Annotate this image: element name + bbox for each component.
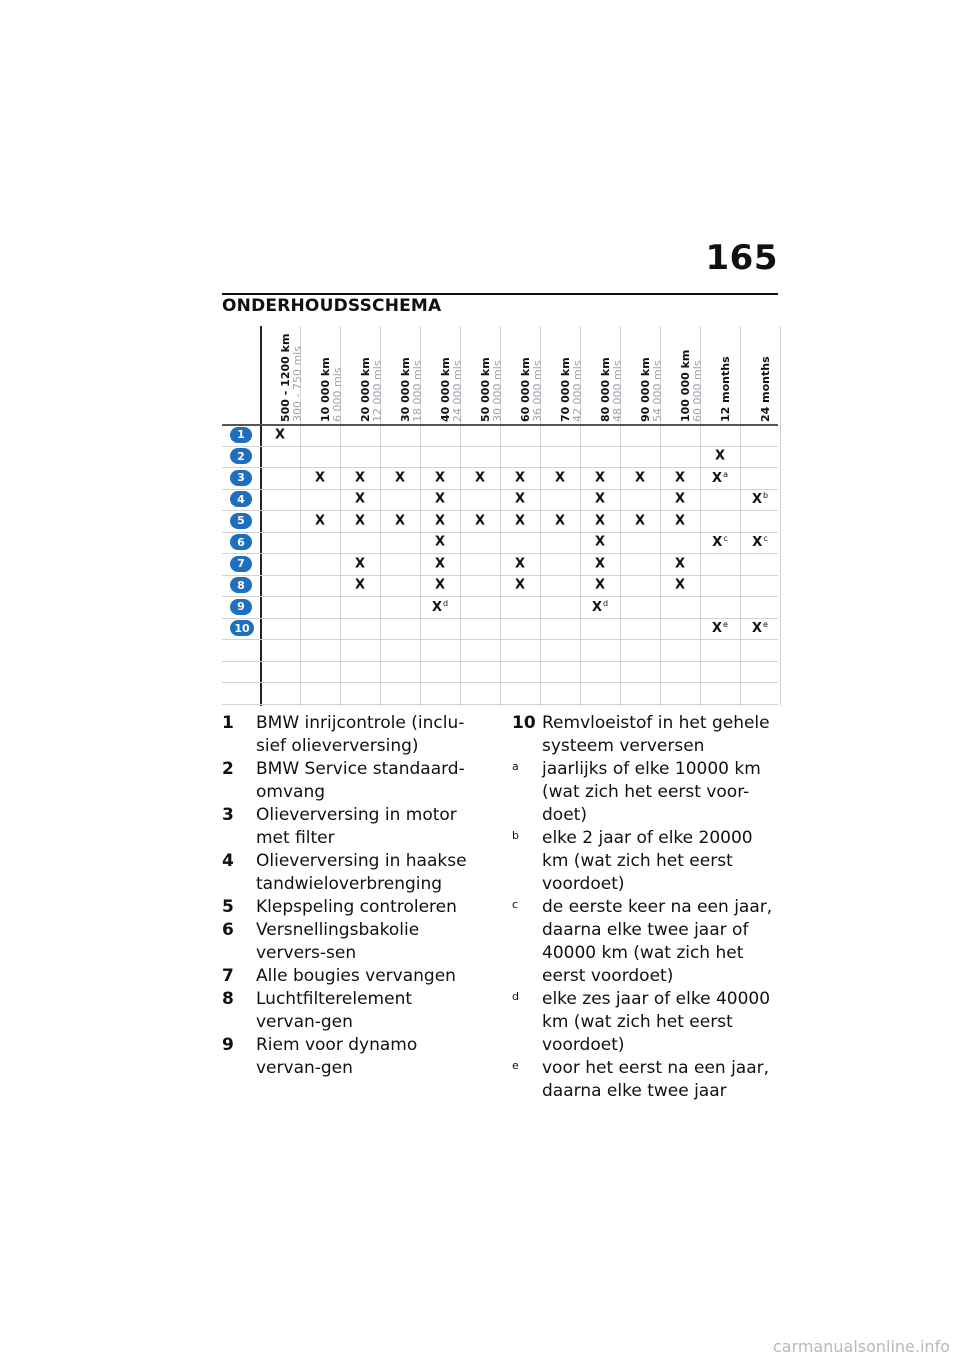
mark-footnote: c bbox=[723, 534, 728, 544]
column-header-mls: 300 - 750 mls bbox=[291, 346, 304, 422]
table-row-line bbox=[222, 467, 778, 468]
mark-text: X bbox=[434, 534, 446, 550]
mark-text: X bbox=[354, 513, 366, 529]
legend-item-number: 9 bbox=[222, 1035, 234, 1055]
legend-item-text: elke 2 jaar of elke 20000 km (wat zich het eerst voordoet) bbox=[542, 828, 753, 894]
row-number-badge: 2 bbox=[230, 448, 252, 464]
mark-text: X bbox=[514, 491, 526, 507]
row-number-badge: 6 bbox=[230, 534, 252, 550]
column-header bbox=[500, 326, 544, 424]
row-number-badge: 3 bbox=[230, 470, 252, 486]
schedule-mark bbox=[635, 513, 645, 528]
mark-text: X bbox=[594, 534, 606, 550]
column-header bbox=[300, 326, 344, 424]
row-number-badge: 4 bbox=[230, 491, 252, 507]
column-header-km: 12 months bbox=[719, 356, 732, 422]
column-header-km: 80 000 km bbox=[599, 357, 612, 422]
table-header-rule bbox=[222, 424, 778, 426]
row-number-badge: 10 bbox=[230, 620, 254, 636]
legend-item bbox=[512, 827, 782, 896]
schedule-mark bbox=[595, 492, 605, 507]
mark-text: X bbox=[712, 535, 723, 551]
section-title: ONDERHOUDSSCHEMA bbox=[222, 296, 442, 316]
mark-text: X bbox=[431, 599, 442, 615]
table-row-line bbox=[222, 510, 778, 511]
legend-item-text: elke zes jaar of elke 40000 km (wat zich het eerst voordoet) bbox=[542, 989, 771, 1055]
schedule-mark bbox=[355, 492, 365, 507]
schedule-mark bbox=[675, 578, 685, 593]
mark-text: X bbox=[354, 491, 366, 507]
schedule-mark bbox=[395, 470, 405, 485]
column-header-km: 30 000 km bbox=[399, 357, 412, 422]
legend-item-text: Klepspeling controleren bbox=[256, 897, 457, 917]
title-rule bbox=[222, 293, 778, 295]
mark-text: X bbox=[434, 491, 446, 507]
schedule-mark bbox=[712, 620, 728, 636]
column-header-mls: 60 000 mls bbox=[691, 360, 704, 422]
table-row-line bbox=[222, 661, 778, 662]
schedule-mark bbox=[355, 578, 365, 593]
schedule-mark bbox=[435, 513, 445, 528]
mark-text: X bbox=[674, 491, 686, 507]
column-header-km: 20 000 km bbox=[359, 357, 372, 422]
mark-text: X bbox=[514, 470, 526, 486]
schedule-mark bbox=[635, 470, 645, 485]
mark-footnote: b bbox=[762, 491, 769, 501]
column-header bbox=[620, 326, 664, 424]
legend-footnote-marker: a bbox=[512, 760, 519, 773]
table-row-line bbox=[222, 575, 778, 576]
legend-item-number: 4 bbox=[222, 851, 234, 871]
mark-text: X bbox=[634, 470, 646, 486]
legend-item bbox=[512, 712, 782, 758]
column-header bbox=[380, 326, 424, 424]
schedule-mark bbox=[435, 578, 445, 593]
legend-item bbox=[222, 965, 482, 988]
legend-item bbox=[222, 804, 482, 850]
schedule-mark bbox=[555, 513, 565, 528]
mark-footnote: a bbox=[723, 469, 728, 479]
schedule-mark bbox=[515, 513, 525, 528]
legend-item bbox=[222, 758, 482, 804]
schedule-mark bbox=[752, 534, 767, 550]
legend-item bbox=[512, 896, 782, 988]
column-header bbox=[340, 326, 384, 424]
legend-item-text: de eerste keer na een jaar, daarna elke twee jaar of 40000 km (wat zich het eerst voordoet) bbox=[542, 897, 773, 986]
legend-item-text: Riem voor dynamo vervan-gen bbox=[256, 1035, 418, 1078]
mark-text: X bbox=[674, 556, 686, 572]
legend-item-text: Olieverversing in haakse tandwieloverbrenging bbox=[256, 851, 467, 894]
schedule-mark bbox=[475, 470, 485, 485]
legend-item-number: 3 bbox=[222, 805, 234, 825]
table-row-line bbox=[222, 639, 778, 640]
mark-text: X bbox=[752, 621, 763, 637]
mark-text: X bbox=[394, 513, 406, 529]
column-header-mls: 12 000 mls bbox=[371, 360, 384, 422]
column-header-mls: 42 000 mls bbox=[571, 360, 584, 422]
legend-item bbox=[512, 758, 782, 827]
legend-footnote-marker: b bbox=[512, 829, 519, 842]
page-number: 165 bbox=[705, 238, 778, 278]
mark-text: X bbox=[674, 577, 686, 593]
legend-item-text: voor het eerst na een jaar, daarna elke twee jaar bbox=[542, 1058, 770, 1101]
mark-footnote: e bbox=[723, 620, 728, 630]
column-header-km: 100 000 km bbox=[679, 349, 692, 422]
schedule-mark bbox=[595, 513, 605, 528]
schedule-mark bbox=[515, 556, 525, 571]
column-header bbox=[260, 326, 304, 424]
column-header-mls: 6 000 mls bbox=[331, 367, 344, 422]
legend-item bbox=[222, 988, 482, 1034]
legend-item-text: Luchtfilterelement vervan-gen bbox=[256, 989, 413, 1032]
mark-text: X bbox=[434, 470, 446, 486]
mark-text: X bbox=[591, 599, 602, 615]
mark-text: X bbox=[474, 470, 486, 486]
mark-footnote: d bbox=[602, 598, 609, 608]
legend-footnote-marker: d bbox=[512, 990, 519, 1003]
column-header-km: 90 000 km bbox=[639, 357, 652, 422]
schedule-mark bbox=[675, 513, 685, 528]
column-header-mls: 36 000 mls bbox=[531, 360, 544, 422]
column-header-mls: 48 000 mls bbox=[611, 360, 624, 422]
legend-item-text: BMW inrijcontrole (inclu-sief olieverversing) bbox=[256, 713, 465, 756]
row-number-badge: 7 bbox=[230, 556, 252, 572]
mark-text: X bbox=[434, 556, 446, 572]
legend-item bbox=[222, 919, 482, 965]
table-row-line bbox=[222, 704, 778, 705]
mark-text: X bbox=[474, 513, 486, 529]
schedule-mark bbox=[752, 620, 768, 636]
column-header-km: 10 000 km bbox=[319, 357, 332, 422]
mark-text: X bbox=[674, 513, 686, 529]
table-row-line bbox=[222, 446, 778, 447]
column-header bbox=[420, 326, 464, 424]
mark-text: X bbox=[354, 556, 366, 572]
legend-item-number: 5 bbox=[222, 897, 234, 917]
mark-text: X bbox=[514, 577, 526, 593]
mark-footnote: c bbox=[763, 534, 768, 544]
watermark: carmanualsonline.info bbox=[772, 1337, 950, 1356]
table-row-line bbox=[222, 618, 778, 619]
legend-item-number: 7 bbox=[222, 966, 234, 986]
mark-text: X bbox=[594, 556, 606, 572]
schedule-mark bbox=[592, 599, 608, 615]
legend-item bbox=[222, 712, 482, 758]
column-header-km: 50 000 km bbox=[479, 357, 492, 422]
legend-item-number: 2 bbox=[222, 759, 234, 779]
schedule-mark bbox=[595, 578, 605, 593]
legend-item bbox=[222, 896, 482, 919]
table-row-line bbox=[222, 553, 778, 554]
column-header-km: 40 000 km bbox=[439, 357, 452, 422]
mark-text: X bbox=[434, 513, 446, 529]
mark-footnote: d bbox=[442, 598, 449, 608]
mark-text: X bbox=[634, 513, 646, 529]
mark-text: X bbox=[554, 470, 566, 486]
legend-item-text: Versnellingsbakolie ververs-sen bbox=[256, 920, 420, 963]
schedule-mark bbox=[515, 492, 525, 507]
table-row-line bbox=[222, 596, 778, 597]
legend-footnote-marker: e bbox=[512, 1059, 519, 1072]
mark-text: X bbox=[514, 513, 526, 529]
mark-text: X bbox=[514, 556, 526, 572]
mark-text: X bbox=[751, 492, 762, 508]
column-header-mls: 54 000 mls bbox=[651, 360, 664, 422]
column-header-km: 70 000 km bbox=[559, 357, 572, 422]
schedule-mark bbox=[355, 556, 365, 571]
schedule-mark bbox=[435, 470, 445, 485]
mark-text: X bbox=[314, 513, 326, 529]
mark-footnote: e bbox=[763, 620, 768, 630]
mark-text: X bbox=[394, 470, 406, 486]
mark-text: X bbox=[354, 577, 366, 593]
schedule-mark bbox=[515, 470, 525, 485]
mark-text: X bbox=[354, 470, 366, 486]
schedule-mark bbox=[475, 513, 485, 528]
legend-right bbox=[512, 712, 782, 1103]
schedule-mark bbox=[395, 513, 405, 528]
schedule-mark bbox=[752, 491, 768, 507]
legend-item bbox=[222, 850, 482, 896]
mark-text: X bbox=[314, 470, 326, 486]
legend-item-number: 8 bbox=[222, 989, 234, 1009]
column-header-km: 24 months bbox=[759, 356, 772, 422]
row-number-badge: 1 bbox=[230, 427, 252, 443]
column-header-km: 500 - 1200 km bbox=[279, 333, 292, 422]
legend-item bbox=[512, 1057, 782, 1103]
legend-item bbox=[512, 988, 782, 1057]
schedule-mark bbox=[315, 470, 325, 485]
legend-item-number: 1 bbox=[222, 713, 234, 733]
legend-item bbox=[222, 1034, 482, 1080]
legend-item-text: Alle bougies vervangen bbox=[256, 966, 456, 986]
maintenance-schedule-table bbox=[222, 326, 778, 706]
table-row-line bbox=[222, 682, 778, 683]
column-header bbox=[580, 326, 624, 424]
schedule-mark bbox=[595, 470, 605, 485]
legend-item-number: 10 bbox=[512, 713, 536, 733]
row-number-badge: 9 bbox=[230, 599, 252, 615]
schedule-mark bbox=[675, 470, 685, 485]
schedule-mark bbox=[595, 556, 605, 571]
column-header bbox=[740, 326, 780, 424]
legend-item-text: Remvloeistof in het gehele systeem verversen bbox=[542, 713, 770, 756]
mark-text: X bbox=[674, 470, 686, 486]
column-header bbox=[460, 326, 504, 424]
row-number-badge: 8 bbox=[230, 577, 252, 593]
mark-text: X bbox=[594, 513, 606, 529]
mark-text: X bbox=[434, 577, 446, 593]
column-header bbox=[700, 326, 740, 424]
schedule-mark bbox=[675, 492, 685, 507]
schedule-mark bbox=[435, 492, 445, 507]
table-column-line bbox=[780, 326, 781, 706]
schedule-mark bbox=[555, 470, 565, 485]
schedule-mark bbox=[712, 470, 728, 486]
mark-text: X bbox=[594, 491, 606, 507]
schedule-mark bbox=[595, 535, 605, 550]
legend-left bbox=[222, 712, 482, 1080]
schedule-mark bbox=[275, 427, 285, 442]
column-header-mls: 30 000 mls bbox=[491, 360, 504, 422]
mark-text: X bbox=[752, 535, 763, 551]
schedule-mark bbox=[515, 578, 525, 593]
mark-text: X bbox=[274, 427, 286, 443]
mark-text: X bbox=[714, 448, 726, 464]
column-header bbox=[660, 326, 704, 424]
schedule-mark bbox=[435, 535, 445, 550]
table-row-line bbox=[222, 532, 778, 533]
schedule-mark bbox=[715, 449, 725, 464]
schedule-mark bbox=[315, 513, 325, 528]
mark-text: X bbox=[712, 470, 723, 486]
column-header-mls: 18 000 mls bbox=[411, 360, 424, 422]
table-row-line bbox=[222, 489, 778, 490]
legend-item-text: Olieverversing in motor met filter bbox=[256, 805, 457, 848]
schedule-mark bbox=[712, 534, 727, 550]
schedule-mark bbox=[355, 470, 365, 485]
row-number-badge: 5 bbox=[230, 513, 252, 529]
column-header-mls: 24 000 mls bbox=[451, 360, 464, 422]
schedule-mark bbox=[675, 556, 685, 571]
schedule-mark bbox=[355, 513, 365, 528]
column-header bbox=[540, 326, 584, 424]
column-header-km: 60 000 km bbox=[519, 357, 532, 422]
schedule-mark bbox=[432, 599, 448, 615]
mark-text: X bbox=[594, 577, 606, 593]
mark-text: X bbox=[712, 621, 723, 637]
mark-text: X bbox=[594, 470, 606, 486]
legend-footnote-marker: c bbox=[512, 898, 519, 911]
mark-text: X bbox=[554, 513, 566, 529]
legend-item-number: 6 bbox=[222, 920, 234, 940]
legend-item-text: jaarlijks of elke 10000 km (wat zich het eerst voor-doet) bbox=[542, 759, 761, 825]
legend-item-text: BMW Service standaard-omvang bbox=[256, 759, 465, 802]
schedule-mark bbox=[435, 556, 445, 571]
